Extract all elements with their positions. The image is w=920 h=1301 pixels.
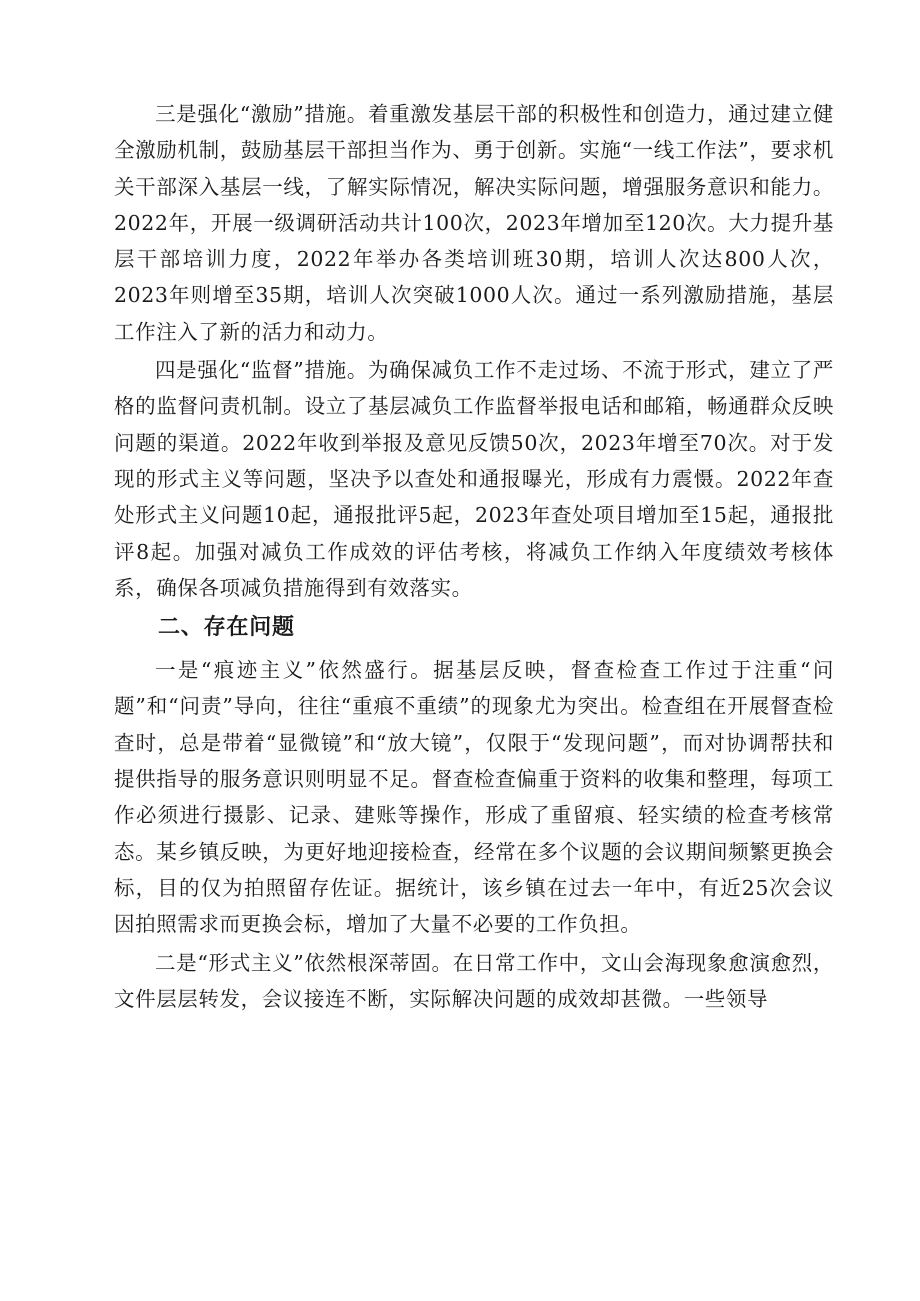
paragraph-supervision-measures: 四是强化“监督”措施。为确保减负工作不走过场、不流于形式，建立了严格的监督问责机制。设立了基层减负工作监督举报电话和邮箱，畅通群众反映问题的渠道。2022年收到举报及意见反馈50次，2023年增至70次。对于发现的形式主义等问题，坚决予以查处和通报曝光，形成有力震慑。2022年查处形式主义问题10起，通报批评5起，2023年查处项目增加至15起，通报批评8起。加强对减负工作成效的评估考核，将减负工作纳入年度绩效考核体系，确保各项减负措施得到有效落实。 [114,358,834,600]
section-heading-existing-problems: 二、存在问题 [158,615,295,641]
paragraph-formalism: 二是“形式主义”依然根深蒂固。在日常工作中，文山会海现象愈演愈烈，文件层层转发，会议接连不断，实际解决问题的成效却甚微。一些领导 [114,950,834,1011]
paragraph-trace-formalism: 一是“痕迹主义”依然盛行。据基层反映，督查检查工作过于注重“问题”和“问责”导向，往往“重痕不重绩”的现象尤为突出。检查组在开展督查检查时，总是带着“显微镜”和“放大镜”，仅限于“发现问题”，而对协调帮扶和提供指导的服务意识则明显不足。督查检查偏重于资料的收集和整理，每项工作必须进行摄影、记录、建账等操作，形成了重留痕、轻实绩的检查考核常态。某乡镇反映，为更好地迎接检查，经常在多个议题的会议期间频繁更换会标，目的仅为拍照留存佐证。据统计，该乡镇在过去一年中，有近25次会议因拍照需求而更换会标，增加了大量不必要的工作负担。 [114,658,834,937]
document-page [114,96,834,1017]
paragraph-incentive-measures: 三是强化“激励”措施。着重激发基层干部的积极性和创造力，通过建立健全激励机制，鼓励基层干部担当作为、勇于创新。实施“一线工作法”，要求机关干部深入基层一线，了解实际情况，解决实际问题，增强服务意识和能力。2022年，开展一级调研活动共计100次，2023年增加至120次。大力提升基层干部培训力度，2022年举办各类培训班30期，培训人次达800人次，2023年则增至35期，培训人次突破1000人次。通过一系列激励措施，基层工作注入了新的活力和动力。 [114,102,834,344]
